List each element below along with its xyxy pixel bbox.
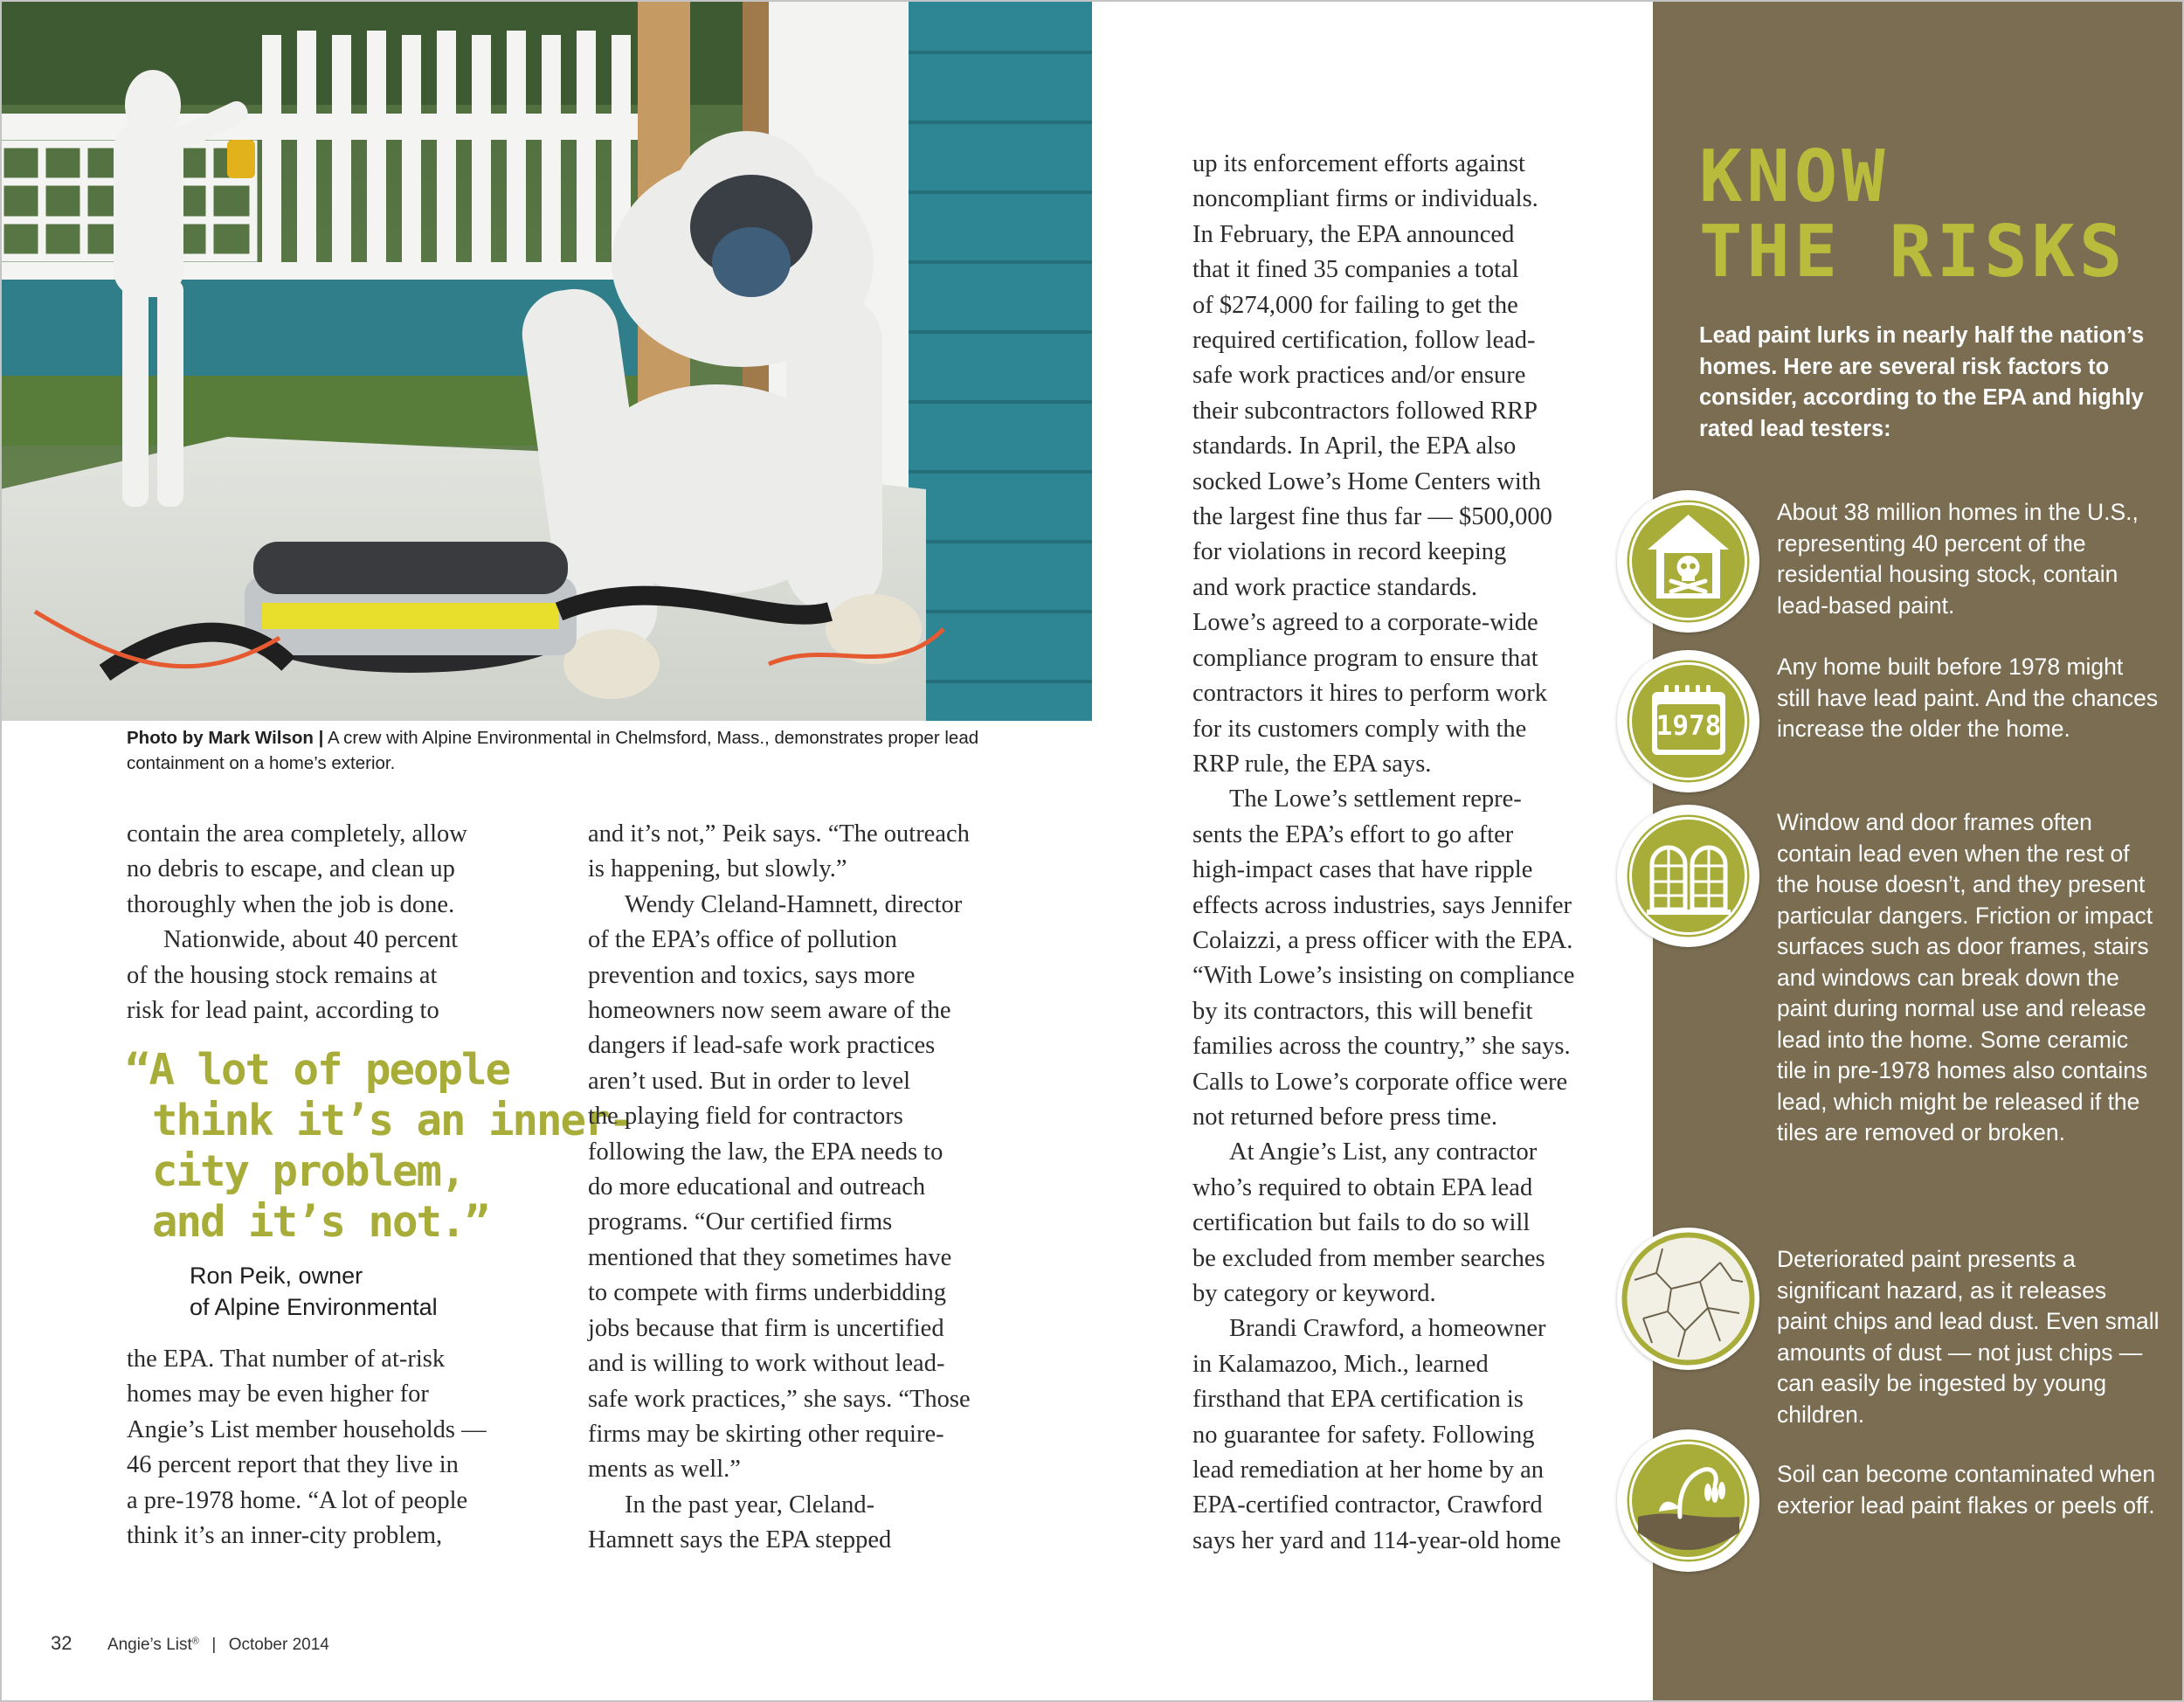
sidebar-title-line: KNOW: [1699, 135, 1890, 218]
pull-quote-line: and it’s not.”: [152, 1197, 489, 1247]
calendar-year: 1978: [1655, 710, 1722, 742]
page-number: 32: [51, 1632, 73, 1654]
body-line: Brandi Crawford, a homeowner: [1229, 1315, 1546, 1343]
body-line: following the law, the EPA needs to: [588, 1138, 943, 1166]
body-line: contain the area completely, allow: [127, 820, 467, 848]
body-line: families across the country,” she says.: [1192, 1033, 1571, 1061]
photo-credit: Photo by Mark Wilson |: [127, 728, 324, 748]
body-line: The Lowe’s settlement repre-: [1229, 785, 1522, 813]
body-line: firsthand that EPA certification is: [1192, 1386, 1524, 1414]
body-line: the largest fine thus far — $500,000: [1192, 503, 1552, 531]
footer-separator: |: [211, 1636, 217, 1654]
risk-text: Soil can become contaminated when exterior lead paint flakes or peels off.: [1777, 1461, 2156, 1519]
windows-icon: [1617, 805, 1759, 947]
attribution-name: Ron Peik, owner: [190, 1263, 363, 1289]
photo-caption: [127, 725, 1009, 776]
article-column-1-bottom: [127, 1342, 537, 1553]
pull-quote-line: think it’s an inner-: [152, 1096, 633, 1145]
pull-quote-text: [125, 1045, 633, 1248]
risk-text: Window and door frames often contain lead even when the rest of the house doesn’t, and they present particular dangers. Friction or impact surfaces such as door frames, stairs and windows can break down the paint during normal use and release lead into the home. Some ceramic tile in pre-1978 homes also contains lead, which might be released if the tiles are removed or broken.: [1777, 809, 2153, 1145]
body-line: is happening, but slowly.”: [588, 855, 847, 883]
body-line: the playing field for contractors: [588, 1103, 903, 1131]
sidebar-title-line: THE RISKS: [1699, 211, 2127, 294]
body-line: who’s required to obtain EPA lead: [1192, 1173, 1533, 1201]
risk-text: Deteriorated paint presents a significant hazard, as it releases paint chips and lead dust. Even small amounts of dust — not just chips — can easily be ingested by young children.: [1777, 1246, 2160, 1428]
body-line: safe work practices and/or ensure: [1192, 362, 1526, 390]
body-line: a pre-1978 home. “A lot of people: [127, 1486, 468, 1514]
body-line: the EPA. That number of at-risk: [127, 1346, 446, 1373]
body-line: firms may be skirting other require-: [588, 1420, 944, 1448]
body-line: in Kalamazoo, Mich., learned: [1192, 1350, 1489, 1378]
body-line: RRP rule, the EPA says.: [1192, 750, 1432, 778]
body-line: that it fined 35 companies a total: [1192, 256, 1519, 284]
body-line: socked Lowe’s Home Centers with: [1192, 467, 1541, 495]
attribution-company: of Alpine Environmental: [190, 1294, 438, 1320]
risk-text: About 38 million homes in the U.S., representing 40 percent of the residential housing stock, contain lead-based paint.: [1777, 499, 2139, 619]
body-line: be excluded from member searches: [1192, 1244, 1545, 1272]
body-line: and it’s not,” Peik says. “The outreach: [588, 820, 970, 848]
article-column-2: [588, 817, 999, 1559]
body-line: safe work practices,” she says. “Those: [588, 1385, 971, 1413]
body-line: ments as well.”: [588, 1456, 741, 1484]
article-column-1-top: [127, 817, 537, 1028]
caption-text: A crew with Alpine Environmental in Chelmsford, Mass., demonstrates proper lead containment on a home’s exterior.: [127, 728, 979, 773]
body-line: do more educational and outreach: [588, 1173, 926, 1201]
body-line: Lowe’s agreed to a corporate-wide: [1192, 609, 1538, 637]
body-line: Nationwide, about 40 percent: [163, 926, 459, 954]
body-line: says her yard and 114-year-old home: [1192, 1526, 1561, 1554]
sidebar-intro: Lead paint lurks in nearly half the nation’s homes. Here are several risk factors to consider, according to the EPA and highly rated lead testers:: [1699, 323, 2145, 441]
calendar-icon: [1617, 650, 1759, 792]
publication-name: Angie’s List: [107, 1636, 192, 1654]
poison-house-icon: [1617, 490, 1759, 633]
body-line: thoroughly when the job is done.: [127, 890, 455, 918]
body-line: Wendy Cleland-Hamnett, director: [625, 890, 963, 918]
body-line: no guarantee for safety. Following: [1192, 1421, 1535, 1449]
pull-quote-line: “A lot of people: [125, 1045, 510, 1095]
page-footer: [51, 1632, 329, 1655]
body-line: sents the EPA’s effort to go after: [1192, 820, 1514, 848]
body-line: Angie’s List member households —: [127, 1415, 487, 1443]
body-line: not returned before press time.: [1192, 1103, 1497, 1131]
body-line: for its customers comply with the: [1192, 715, 1527, 743]
body-line: by its contractors, this will benefit: [1192, 997, 1533, 1025]
body-line: “With Lowe’s insisting on compliance: [1192, 962, 1575, 990]
body-line: homes may be even higher for: [127, 1380, 429, 1408]
body-line: prevention and toxics, says more: [588, 961, 916, 989]
body-line: Calls to Lowe’s corporate office were: [1192, 1068, 1568, 1096]
pull-quote-line: city problem,: [152, 1146, 465, 1196]
registered-mark: ®: [191, 1636, 199, 1647]
body-line: dangers if lead-safe work practices: [588, 1032, 936, 1060]
body-line: standards. In April, the EPA also: [1192, 432, 1517, 460]
body-line: mentioned that they sometimes have: [588, 1243, 952, 1271]
body-line: of $274,000 for failing to get the: [1192, 291, 1518, 319]
pull-quote: [125, 1045, 633, 1323]
body-line: of the housing stock remains at: [127, 961, 438, 989]
lead-abatement-photo: [0, 0, 1092, 721]
body-line: up its enforcement efforts against: [1192, 150, 1525, 177]
body-line: of the EPA’s office of pollution: [588, 926, 897, 954]
pull-quote-attribution: [125, 1260, 536, 1323]
body-line: noncompliant firms or individuals.: [1192, 185, 1538, 213]
cracked-paint-icon: [1617, 1228, 1759, 1370]
body-line: EPA-certified contractor, Crawford: [1192, 1491, 1543, 1519]
issue-date: October 2014: [228, 1636, 329, 1654]
body-line: their subcontractors followed RRP: [1192, 397, 1538, 425]
body-line: and work practice standards.: [1192, 573, 1478, 601]
body-line: aren’t used. But in order to level: [588, 1067, 911, 1095]
body-line: compliance program to ensure that: [1192, 644, 1538, 672]
body-line: contractors it hires to perform work: [1192, 680, 1547, 708]
body-line: 46 percent report that they live in: [127, 1451, 459, 1479]
wilted-plant-icon: [1617, 1429, 1759, 1572]
body-line: In the past year, Cleland-: [625, 1491, 875, 1519]
body-line: programs. “Our certified firms: [588, 1208, 893, 1236]
body-line: and is willing to work without lead-: [588, 1350, 945, 1378]
body-line: required certification, follow lead-: [1192, 327, 1536, 355]
body-line: by category or keyword.: [1192, 1280, 1436, 1307]
body-line: At Angie’s List, any contractor: [1229, 1138, 1538, 1166]
sidebar-title: [1699, 135, 2127, 294]
body-line: In February, the EPA announced: [1192, 220, 1515, 248]
body-line: lead remediation at her home by an: [1192, 1456, 1545, 1484]
body-line: to compete with firms underbidding: [588, 1279, 947, 1307]
article-column-3: [1192, 147, 1603, 1559]
risk-text: Any home built before 1978 might still have lead paint. And the chances increase the older the home.: [1777, 654, 2159, 742]
body-line: think it’s an inner-city problem,: [127, 1522, 443, 1550]
body-line: jobs because that firm is uncertified: [588, 1314, 944, 1342]
body-line: risk for lead paint, according to: [127, 997, 439, 1025]
body-line: high-impact cases that have ripple: [1192, 856, 1533, 884]
body-line: homeowners now seem aware of the: [588, 997, 951, 1025]
body-line: effects across industries, says Jennifer: [1192, 891, 1572, 919]
body-line: Colaizzi, a press officer with the EPA.: [1192, 926, 1573, 954]
body-line: for violations in record keeping: [1192, 538, 1507, 566]
body-line: Hamnett says the EPA stepped: [588, 1526, 892, 1554]
body-line: certification but fails to do so will: [1192, 1209, 1531, 1237]
body-line: no debris to escape, and clean up: [127, 855, 455, 883]
